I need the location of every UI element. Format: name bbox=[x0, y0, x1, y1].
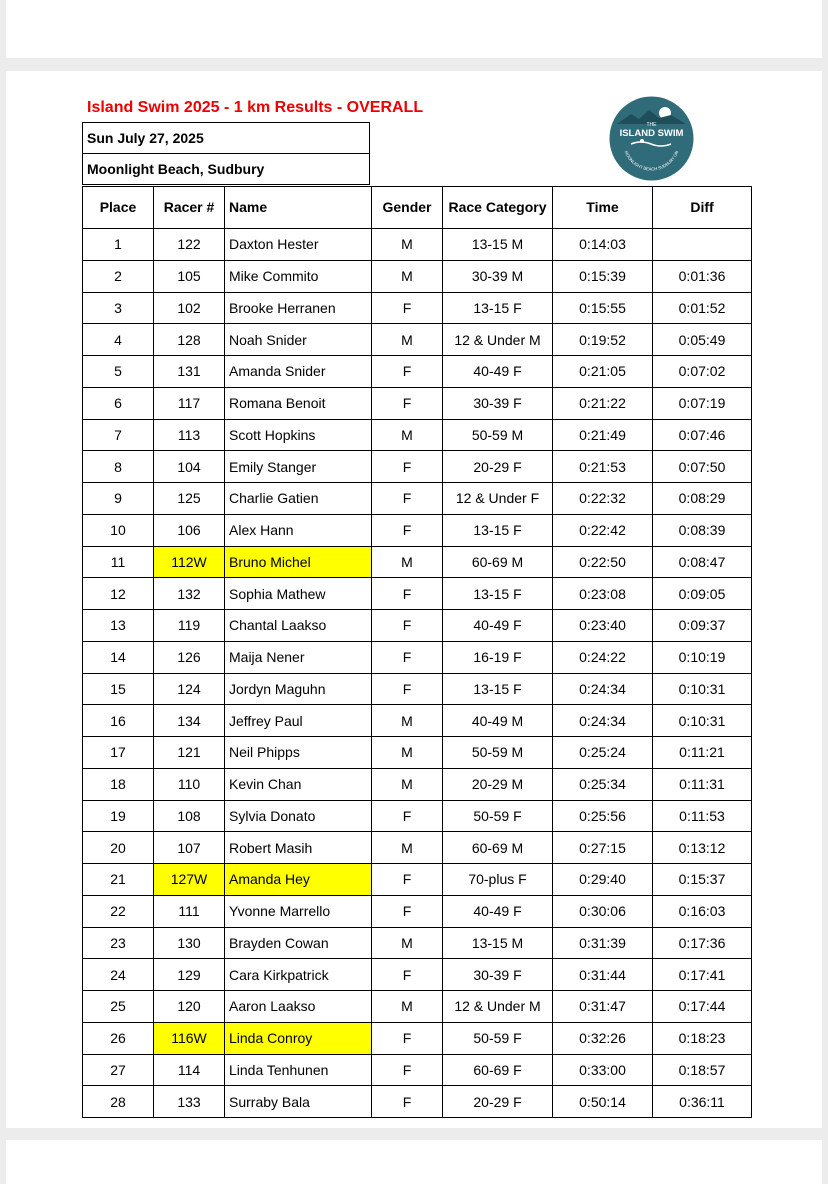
cell-category: 13-15 F bbox=[443, 514, 553, 546]
cell-gender: F bbox=[372, 514, 443, 546]
event-info-box bbox=[82, 122, 370, 185]
cell-category: 40-49 F bbox=[443, 610, 553, 642]
cell-racer: 104 bbox=[154, 451, 225, 483]
cell-name: Charlie Gatien bbox=[225, 483, 372, 515]
cell-category: 16-19 F bbox=[443, 641, 553, 673]
cell-category: 70-plus F bbox=[443, 864, 553, 896]
cell-racer: 125 bbox=[154, 483, 225, 515]
cell-diff: 0:10:19 bbox=[653, 641, 752, 673]
cell-diff: 0:07:50 bbox=[653, 451, 752, 483]
logo-arc-text: MOONLIGHT BEACH SUDBURY ON bbox=[623, 149, 680, 172]
cell-name: Daxton Hester bbox=[225, 229, 372, 261]
cell-racer: 133 bbox=[154, 1086, 225, 1118]
cell-gender: F bbox=[372, 895, 443, 927]
cell-name: Brayden Cowan bbox=[225, 927, 372, 959]
cell-racer: 108 bbox=[154, 800, 225, 832]
cell-name: Sylvia Donato bbox=[225, 800, 372, 832]
table-row bbox=[83, 673, 752, 705]
cell-time: 0:22:50 bbox=[553, 546, 653, 578]
table-row bbox=[83, 1086, 752, 1118]
cell-gender: M bbox=[372, 832, 443, 864]
cell-racer: 102 bbox=[154, 292, 225, 324]
cell-racer: 116W bbox=[154, 1022, 225, 1054]
table-row bbox=[83, 546, 752, 578]
cell-category: 13-15 M bbox=[443, 927, 553, 959]
cell-name: Mike Commito bbox=[225, 260, 372, 292]
cell-diff: 0:10:31 bbox=[653, 673, 752, 705]
cell-name: Surraby Bala bbox=[225, 1086, 372, 1118]
cell-gender: M bbox=[372, 546, 443, 578]
col-header-place: Place bbox=[83, 187, 154, 229]
cell-time: 0:32:26 bbox=[553, 1022, 653, 1054]
cell-time: 0:31:39 bbox=[553, 927, 653, 959]
cell-name: Brooke Herranen bbox=[225, 292, 372, 324]
cell-place: 20 bbox=[83, 832, 154, 864]
cell-category: 30-39 F bbox=[443, 387, 553, 419]
cell-name: Yvonne Marrello bbox=[225, 895, 372, 927]
cell-time: 0:30:06 bbox=[553, 895, 653, 927]
table-row bbox=[83, 959, 752, 991]
cell-gender: M bbox=[372, 260, 443, 292]
cell-place: 17 bbox=[83, 737, 154, 769]
table-row bbox=[83, 324, 752, 356]
table-row bbox=[83, 737, 752, 769]
cell-time: 0:25:34 bbox=[553, 768, 653, 800]
cell-racer: 114 bbox=[154, 1054, 225, 1086]
cell-place: 2 bbox=[83, 260, 154, 292]
cell-category: 12 & Under M bbox=[443, 991, 553, 1023]
cell-gender: M bbox=[372, 737, 443, 769]
table-row bbox=[83, 229, 752, 261]
cell-diff: 0:07:46 bbox=[653, 419, 752, 451]
cell-diff: 0:36:11 bbox=[653, 1086, 752, 1118]
cell-time: 0:24:34 bbox=[553, 673, 653, 705]
cell-time: 0:21:49 bbox=[553, 419, 653, 451]
cell-diff: 0:10:31 bbox=[653, 705, 752, 737]
cell-place: 15 bbox=[83, 673, 154, 705]
cell-gender: M bbox=[372, 927, 443, 959]
cell-diff: 0:11:21 bbox=[653, 737, 752, 769]
cell-category: 12 & Under M bbox=[443, 324, 553, 356]
table-row bbox=[83, 356, 752, 388]
table-row bbox=[83, 991, 752, 1023]
cell-category: 60-69 M bbox=[443, 832, 553, 864]
cell-gender: F bbox=[372, 451, 443, 483]
cell-gender: F bbox=[372, 1022, 443, 1054]
cell-diff: 0:08:29 bbox=[653, 483, 752, 515]
island-swim-logo-icon bbox=[609, 96, 694, 181]
cell-diff: 0:01:36 bbox=[653, 260, 752, 292]
cell-category: 50-59 M bbox=[443, 419, 553, 451]
cell-racer: 130 bbox=[154, 927, 225, 959]
cell-place: 21 bbox=[83, 864, 154, 896]
table-row bbox=[83, 451, 752, 483]
table-row bbox=[83, 260, 752, 292]
page-title: Island Swim 2025 - 1 km Results - OVERALL bbox=[87, 99, 424, 116]
col-header-category: Race Category bbox=[443, 187, 553, 229]
cell-racer: 121 bbox=[154, 737, 225, 769]
cell-time: 0:24:34 bbox=[553, 705, 653, 737]
cell-place: 16 bbox=[83, 705, 154, 737]
cell-diff: 0:15:37 bbox=[653, 864, 752, 896]
cell-name: Jordyn Maguhn bbox=[225, 673, 372, 705]
cell-diff: 0:11:31 bbox=[653, 768, 752, 800]
cell-racer: 134 bbox=[154, 705, 225, 737]
cell-diff: 0:08:39 bbox=[653, 514, 752, 546]
cell-time: 0:25:56 bbox=[553, 800, 653, 832]
cell-category: 20-29 M bbox=[443, 768, 553, 800]
cell-racer: 131 bbox=[154, 356, 225, 388]
cell-racer: 106 bbox=[154, 514, 225, 546]
cell-time: 0:33:00 bbox=[553, 1054, 653, 1086]
cell-category: 40-49 M bbox=[443, 705, 553, 737]
cell-category: 30-39 M bbox=[443, 260, 553, 292]
cell-time: 0:50:14 bbox=[553, 1086, 653, 1118]
cell-name: Aaron Laakso bbox=[225, 991, 372, 1023]
cell-place: 22 bbox=[83, 895, 154, 927]
cell-place: 23 bbox=[83, 927, 154, 959]
cell-time: 0:22:32 bbox=[553, 483, 653, 515]
cell-place: 6 bbox=[83, 387, 154, 419]
table-row bbox=[83, 895, 752, 927]
cell-racer: 119 bbox=[154, 610, 225, 642]
cell-name: Noah Snider bbox=[225, 324, 372, 356]
cell-place: 8 bbox=[83, 451, 154, 483]
cell-category: 50-59 F bbox=[443, 1022, 553, 1054]
cell-diff: 0:09:05 bbox=[653, 578, 752, 610]
cell-racer: 112W bbox=[154, 546, 225, 578]
table-row bbox=[83, 800, 752, 832]
cell-place: 1 bbox=[83, 229, 154, 261]
cell-name: Neil Phipps bbox=[225, 737, 372, 769]
cell-gender: M bbox=[372, 768, 443, 800]
col-header-diff: Diff bbox=[653, 187, 752, 229]
table-row bbox=[83, 705, 752, 737]
results-table bbox=[82, 186, 752, 1118]
table-row bbox=[83, 514, 752, 546]
cell-name: Amanda Hey bbox=[225, 864, 372, 896]
cell-name: Robert Masih bbox=[225, 832, 372, 864]
cell-gender: F bbox=[372, 610, 443, 642]
table-row bbox=[83, 387, 752, 419]
table-row bbox=[83, 927, 752, 959]
cell-category: 13-15 F bbox=[443, 292, 553, 324]
table-row bbox=[83, 419, 752, 451]
cell-time: 0:21:53 bbox=[553, 451, 653, 483]
table-row bbox=[83, 483, 752, 515]
cell-category: 60-69 M bbox=[443, 546, 553, 578]
cell-category: 13-15 M bbox=[443, 229, 553, 261]
cell-time: 0:15:55 bbox=[553, 292, 653, 324]
cell-name: Kevin Chan bbox=[225, 768, 372, 800]
table-row bbox=[83, 864, 752, 896]
cell-gender: F bbox=[372, 483, 443, 515]
cell-place: 13 bbox=[83, 610, 154, 642]
cell-name: Bruno Michel bbox=[225, 546, 372, 578]
table-row bbox=[83, 292, 752, 324]
cell-diff: 0:09:37 bbox=[653, 610, 752, 642]
cell-gender: M bbox=[372, 705, 443, 737]
cell-time: 0:23:40 bbox=[553, 610, 653, 642]
cell-diff: 0:07:19 bbox=[653, 387, 752, 419]
cell-racer: 122 bbox=[154, 229, 225, 261]
cell-place: 28 bbox=[83, 1086, 154, 1118]
cell-place: 24 bbox=[83, 959, 154, 991]
cell-gender: F bbox=[372, 292, 443, 324]
cell-diff: 0:11:53 bbox=[653, 800, 752, 832]
cell-diff: 0:16:03 bbox=[653, 895, 752, 927]
cell-place: 14 bbox=[83, 641, 154, 673]
cell-racer: 129 bbox=[154, 959, 225, 991]
cell-racer: 126 bbox=[154, 641, 225, 673]
cell-category: 13-15 F bbox=[443, 673, 553, 705]
logo-small-text: THE bbox=[646, 122, 657, 128]
cell-gender: F bbox=[372, 673, 443, 705]
cell-time: 0:14:03 bbox=[553, 229, 653, 261]
cell-racer: 110 bbox=[154, 768, 225, 800]
cell-diff: 0:17:41 bbox=[653, 959, 752, 991]
table-row bbox=[83, 1054, 752, 1086]
cell-racer: 120 bbox=[154, 991, 225, 1023]
table-row bbox=[83, 610, 752, 642]
cell-place: 7 bbox=[83, 419, 154, 451]
cell-place: 3 bbox=[83, 292, 154, 324]
cell-name: Linda Conroy bbox=[225, 1022, 372, 1054]
cell-name: Emily Stanger bbox=[225, 451, 372, 483]
cell-name: Romana Benoit bbox=[225, 387, 372, 419]
cell-place: 5 bbox=[83, 356, 154, 388]
cell-diff: 0:01:52 bbox=[653, 292, 752, 324]
cell-time: 0:23:08 bbox=[553, 578, 653, 610]
table-row bbox=[83, 768, 752, 800]
cell-name: Maija Nener bbox=[225, 641, 372, 673]
cell-category: 30-39 F bbox=[443, 959, 553, 991]
cell-diff: 0:05:49 bbox=[653, 324, 752, 356]
cell-gender: M bbox=[372, 991, 443, 1023]
col-header-name: Name bbox=[225, 187, 372, 229]
cell-gender: F bbox=[372, 578, 443, 610]
event-location: Moonlight Beach, Sudbury bbox=[83, 154, 370, 185]
table-row bbox=[83, 578, 752, 610]
next-page bbox=[6, 1140, 822, 1184]
cell-racer: 117 bbox=[154, 387, 225, 419]
cell-diff: 0:07:02 bbox=[653, 356, 752, 388]
cell-gender: M bbox=[372, 324, 443, 356]
cell-name: Chantal Laakso bbox=[225, 610, 372, 642]
cell-gender: F bbox=[372, 1086, 443, 1118]
cell-category: 20-29 F bbox=[443, 451, 553, 483]
logo-main-text: ISLAND SWIM bbox=[619, 128, 684, 139]
cell-name: Amanda Snider bbox=[225, 356, 372, 388]
cell-racer: 124 bbox=[154, 673, 225, 705]
table-header-row bbox=[83, 187, 752, 229]
cell-diff: 0:08:47 bbox=[653, 546, 752, 578]
cell-category: 50-59 M bbox=[443, 737, 553, 769]
cell-place: 19 bbox=[83, 800, 154, 832]
cell-place: 27 bbox=[83, 1054, 154, 1086]
cell-name: Sophia Mathew bbox=[225, 578, 372, 610]
cell-category: 60-69 F bbox=[443, 1054, 553, 1086]
cell-gender: F bbox=[372, 1054, 443, 1086]
cell-time: 0:22:42 bbox=[553, 514, 653, 546]
table-row bbox=[83, 1022, 752, 1054]
cell-diff: 0:17:44 bbox=[653, 991, 752, 1023]
cell-racer: 111 bbox=[154, 895, 225, 927]
cell-place: 4 bbox=[83, 324, 154, 356]
cell-racer: 113 bbox=[154, 419, 225, 451]
cell-diff: 0:18:57 bbox=[653, 1054, 752, 1086]
col-header-racer: Racer # bbox=[154, 187, 225, 229]
cell-category: 12 & Under F bbox=[443, 483, 553, 515]
cell-racer: 132 bbox=[154, 578, 225, 610]
cell-gender: F bbox=[372, 356, 443, 388]
cell-name: Cara Kirkpatrick bbox=[225, 959, 372, 991]
cell-place: 11 bbox=[83, 546, 154, 578]
cell-diff: 0:17:36 bbox=[653, 927, 752, 959]
cell-name: Jeffrey Paul bbox=[225, 705, 372, 737]
table-row bbox=[83, 641, 752, 673]
cell-name: Alex Hann bbox=[225, 514, 372, 546]
cell-time: 0:15:39 bbox=[553, 260, 653, 292]
table-row bbox=[83, 832, 752, 864]
cell-time: 0:21:05 bbox=[553, 356, 653, 388]
cell-diff: 0:13:12 bbox=[653, 832, 752, 864]
cell-racer: 105 bbox=[154, 260, 225, 292]
cell-gender: F bbox=[372, 641, 443, 673]
cell-diff: 0:18:23 bbox=[653, 1022, 752, 1054]
cell-time: 0:29:40 bbox=[553, 864, 653, 896]
cell-diff bbox=[653, 229, 752, 261]
cell-category: 20-29 F bbox=[443, 1086, 553, 1118]
cell-time: 0:31:44 bbox=[553, 959, 653, 991]
cell-category: 50-59 F bbox=[443, 800, 553, 832]
cell-racer: 107 bbox=[154, 832, 225, 864]
cell-racer: 127W bbox=[154, 864, 225, 896]
cell-racer: 128 bbox=[154, 324, 225, 356]
cell-place: 26 bbox=[83, 1022, 154, 1054]
cell-gender: M bbox=[372, 419, 443, 451]
cell-place: 25 bbox=[83, 991, 154, 1023]
event-date: Sun July 27, 2025 bbox=[83, 123, 370, 154]
cell-time: 0:24:22 bbox=[553, 641, 653, 673]
cell-gender: F bbox=[372, 864, 443, 896]
cell-time: 0:25:24 bbox=[553, 737, 653, 769]
cell-gender: F bbox=[372, 387, 443, 419]
cell-time: 0:27:15 bbox=[553, 832, 653, 864]
cell-time: 0:19:52 bbox=[553, 324, 653, 356]
cell-category: 40-49 F bbox=[443, 895, 553, 927]
cell-place: 9 bbox=[83, 483, 154, 515]
cell-name: Linda Tenhunen bbox=[225, 1054, 372, 1086]
cell-time: 0:21:22 bbox=[553, 387, 653, 419]
cell-place: 18 bbox=[83, 768, 154, 800]
cell-place: 12 bbox=[83, 578, 154, 610]
col-header-gender: Gender bbox=[372, 187, 443, 229]
previous-page bbox=[6, 0, 822, 58]
cell-category: 40-49 F bbox=[443, 356, 553, 388]
cell-name: Scott Hopkins bbox=[225, 419, 372, 451]
cell-place: 10 bbox=[83, 514, 154, 546]
cell-gender: M bbox=[372, 229, 443, 261]
cell-gender: F bbox=[372, 959, 443, 991]
col-header-time: Time bbox=[553, 187, 653, 229]
results-page bbox=[6, 71, 822, 1128]
cell-category: 13-15 F bbox=[443, 578, 553, 610]
cell-time: 0:31:47 bbox=[553, 991, 653, 1023]
cell-gender: F bbox=[372, 800, 443, 832]
